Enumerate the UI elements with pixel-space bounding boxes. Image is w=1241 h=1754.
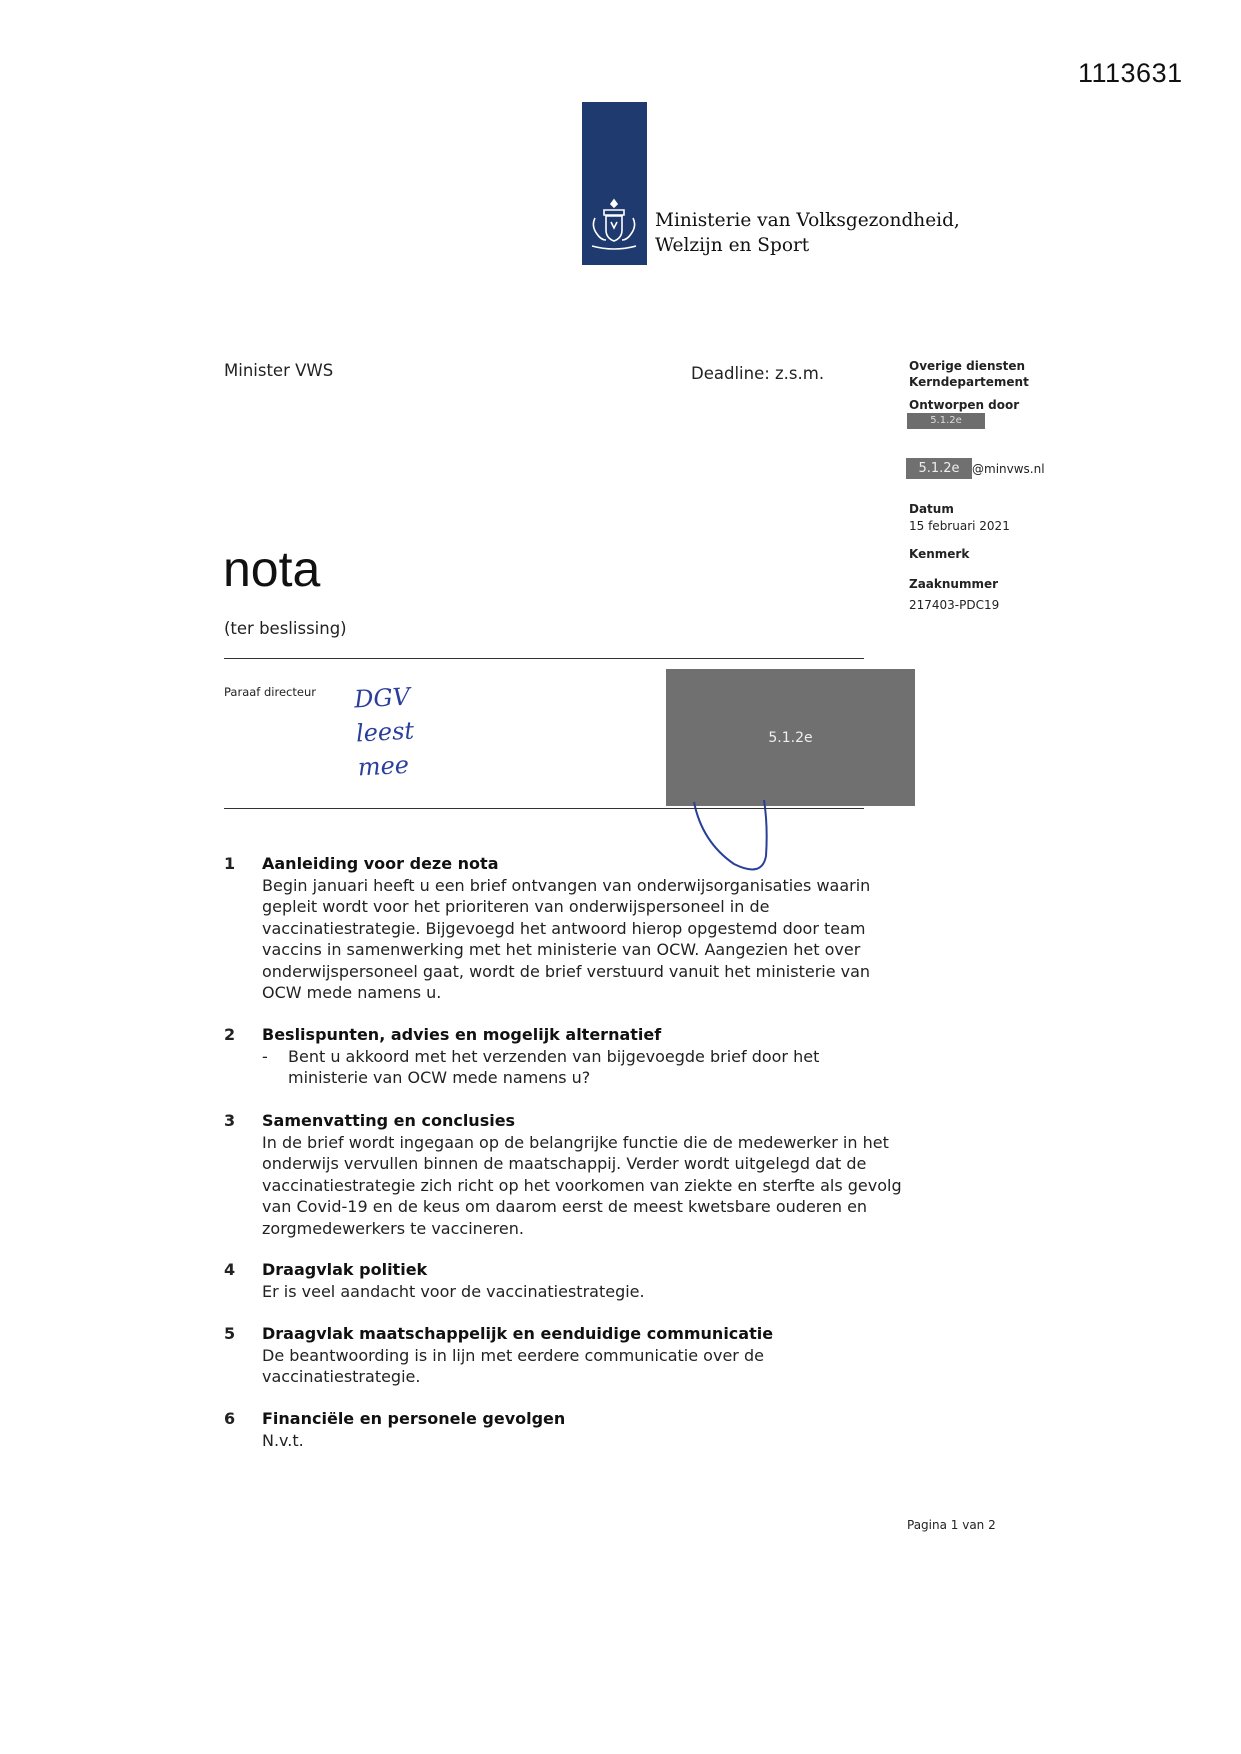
deadline: Deadline: z.s.m. [691, 364, 825, 383]
section-text: N.v.t. [262, 1430, 304, 1450]
section-title: Draagvlak maatschappelijk en eenduidige communicatie [262, 1324, 774, 1343]
divider-bottom [224, 808, 864, 809]
section-4 [224, 1259, 904, 1302]
paraaf-label: Paraaf directeur [224, 685, 316, 699]
section-number: 2 [224, 1025, 236, 1044]
section-3 [224, 1110, 904, 1239]
redaction-email: 5.1.2e [906, 458, 972, 479]
section-1 [224, 853, 904, 1004]
redaction-small: 5.1.2e [907, 413, 985, 429]
section-title: Draagvlak politiek [262, 1260, 428, 1279]
section-text: In de brief wordt ingegaan op de belangrijke functie die de medewerker in het onderwijs vervullen binnen de maatschappij. Verder wordt uitgelegd dat de vaccinatiestrategie zich richt op het voorkomen van ziekte en sterfte als gevolg van Covid-19 en de keus om daarom eerst de meest kwetsbare ouderen en zorgmedewerkers te vaccineren. [262, 1132, 902, 1238]
section-6 [224, 1408, 904, 1451]
redaction-signature: 5.1.2e [666, 669, 915, 806]
section-title: Aanleiding voor deze nota [262, 854, 499, 873]
page-subtitle: (ter beslissing) [224, 619, 347, 638]
handwriting-line3: mee [357, 750, 410, 782]
section-number: 6 [224, 1409, 236, 1428]
divider-top [224, 658, 864, 659]
coat-of-arms-icon [586, 196, 642, 254]
section-title: Beslispunten, advies en mogelijk alternatief [262, 1025, 662, 1044]
section-title: Samenvatting en conclusies [262, 1111, 516, 1130]
handwritten-note [353, 680, 416, 785]
department-line2: Kerndepartement [909, 375, 1029, 389]
section-5 [224, 1323, 904, 1388]
handwriting-line1: DGV [353, 682, 411, 714]
section-2 [224, 1024, 904, 1089]
section-number: 3 [224, 1111, 236, 1130]
document-number: 1113631 [1078, 58, 1183, 88]
page-title: nota [223, 541, 321, 597]
email-domain: @minvws.nl [972, 462, 1045, 476]
reference-label: Kenmerk [909, 547, 970, 561]
bullet-item [262, 1046, 904, 1089]
ministry-name [655, 208, 960, 258]
section-text: Er is veel aandacht voor de vaccinatiestrategie. [262, 1281, 645, 1301]
date-label: Datum [909, 502, 954, 516]
section-text: De beantwoording is in lijn met eerdere communicatie over de vaccinatiestrategie. [262, 1345, 764, 1386]
date-value: 15 februari 2021 [909, 519, 1010, 533]
handwriting-line2: leest [355, 716, 415, 748]
section-text: Begin januari heeft u een brief ontvangen van onderwijsorganisaties waarin gepleit wordt voor het prioriteren van onderwijspersoneel in de vaccinatiestrategie. Bijgevoegd het antwoord hierop opgestemd door team vaccins in samenwerking met het ministerie van OCW. Aangezien het over onderwijspersoneel gaat, wordt de brief verstuurd vanuit het ministerie van OCW mede namens u. [262, 875, 871, 1002]
ministry-name-line1: Ministerie van Volksgezondheid, [655, 210, 960, 231]
addressee: Minister VWS [224, 361, 334, 380]
designed-by-label: Ontworpen door [909, 398, 1020, 412]
ministry-name-line2: Welzijn en Sport [655, 235, 810, 256]
bullet-text: Bent u akkoord met het verzenden van bijgevoegde brief door het ministerie van OCW mede namens u? [288, 1046, 820, 1087]
case-number-label: Zaaknummer [909, 577, 999, 591]
bullet-dash: - [262, 1046, 268, 1066]
section-number: 5 [224, 1324, 236, 1343]
section-title: Financiële en personele gevolgen [262, 1409, 566, 1428]
section-number: 1 [224, 854, 236, 873]
page-number: Pagina 1 van 2 [907, 1518, 996, 1532]
department-line1: Overige diensten [909, 359, 1026, 373]
case-number-value: 217403-PDC19 [909, 598, 1000, 612]
section-number: 4 [224, 1260, 236, 1279]
